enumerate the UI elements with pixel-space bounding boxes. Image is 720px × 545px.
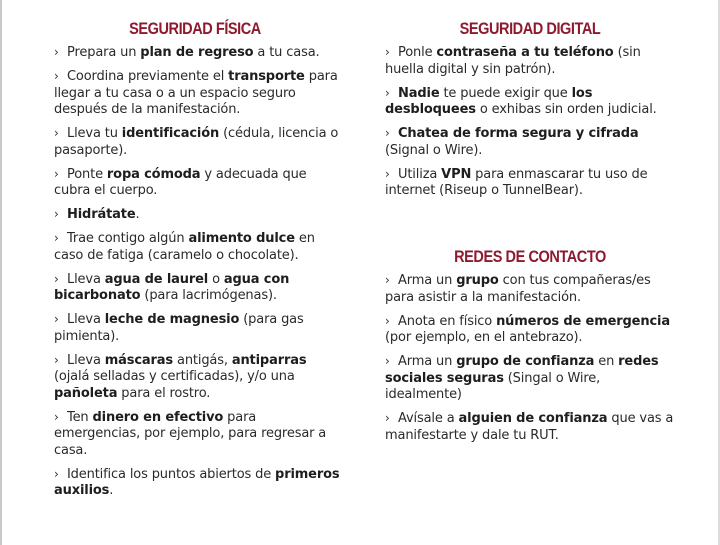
bold-text: ropa cómoda xyxy=(106,166,201,182)
item-text: Arma un xyxy=(398,273,457,288)
bold-text: identificación xyxy=(121,126,220,141)
bullet-icon: › xyxy=(54,231,59,245)
item-text: antigás, xyxy=(173,352,232,368)
list-item xyxy=(54,352,344,403)
left-edge-line xyxy=(0,0,2,545)
item-text: y adecuada que cubra el cuerpo. xyxy=(54,166,307,198)
bold-text: grupo xyxy=(456,273,499,288)
bold-text: VPN xyxy=(441,166,472,182)
item-text: Anota en físico xyxy=(398,313,497,329)
bullet-icon: › xyxy=(54,69,59,83)
item-text: (ojalá selladas y certificadas), y/o una xyxy=(54,369,295,384)
item-text: (para gas pimienta). xyxy=(54,312,304,344)
bold-text: los desbloquees xyxy=(385,85,593,117)
bullet-icon: › xyxy=(385,45,390,59)
bullet-icon: › xyxy=(385,273,390,287)
bullet-icon: › xyxy=(385,354,390,368)
item-text: que vas a manifestarte y dale tu RUT. xyxy=(385,411,674,443)
list-item xyxy=(54,68,344,119)
list-item xyxy=(54,466,344,500)
bold-text: Chatea de forma segura y cifrada xyxy=(398,126,639,141)
list-item xyxy=(54,44,344,62)
item-text: Lleva xyxy=(67,352,105,368)
list-item xyxy=(385,410,675,444)
bullet-icon: › xyxy=(385,313,390,328)
list-item xyxy=(54,166,344,200)
bold-text: primeros auxilios xyxy=(54,466,340,498)
list-item xyxy=(54,206,344,224)
item-text: para enmascarar tu uso de internet (Riseup o TunnelBear). xyxy=(385,166,648,198)
bold-text: alguien de confianza xyxy=(458,411,608,426)
bullet-icon: › xyxy=(385,166,390,181)
list-item xyxy=(54,125,344,159)
item-text: (por ejemplo, en el antebrazo). xyxy=(385,330,583,345)
bold-text: alimento dulce xyxy=(188,231,295,246)
item-text: o exhibas sin orden judicial. xyxy=(475,102,657,117)
item-text: Identifica los puntos abiertos de xyxy=(67,466,276,482)
list-item xyxy=(385,166,675,200)
item-text: (Signal o Wire). xyxy=(385,142,483,158)
list-item xyxy=(385,313,675,347)
item-text: Ponle xyxy=(398,45,437,60)
seguridad-digital-heading: SEGURIDAD DIGITAL xyxy=(459,20,601,38)
item-text: Trae contigo algún xyxy=(67,231,189,246)
bullet-icon: › xyxy=(54,352,59,367)
bold-text: redes sociales seguras xyxy=(385,354,659,386)
bullet-icon: › xyxy=(54,466,59,481)
redes-de-contacto-list xyxy=(385,272,675,444)
bold-text: máscaras xyxy=(104,352,174,368)
bold-text: Hidrátate xyxy=(67,207,136,222)
redes-de-contacto-heading: REDES DE CONTACTO xyxy=(454,248,606,266)
item-text: Lleva xyxy=(67,271,105,287)
item-text: en caso de fatiga (caramelo o chocolate). xyxy=(54,231,315,263)
item-text: para emergencias, por ejemplo, para regresar a casa. xyxy=(54,409,327,458)
item-text: (Singal o Wire, idealmente) xyxy=(385,370,601,402)
bold-text: leche de magnesio xyxy=(104,312,240,327)
list-item xyxy=(54,271,344,305)
right-column xyxy=(385,20,675,451)
item-text: . xyxy=(135,207,140,222)
item-text: (sin huella digital y sin patrón). xyxy=(385,45,641,77)
bold-text: transporte xyxy=(228,69,305,84)
item-text: (cédula, licencia o pasaporte). xyxy=(54,126,339,158)
list-item xyxy=(385,125,675,159)
bold-text: grupo de confianza xyxy=(456,354,595,369)
list-item xyxy=(54,230,344,264)
item-text: Avísale a xyxy=(398,411,459,426)
seguridad-fisica-list xyxy=(54,44,344,500)
item-text: para el rostro. xyxy=(117,385,211,401)
list-item xyxy=(54,409,344,460)
bold-text: agua con bicarbonato xyxy=(54,271,290,303)
seguridad-digital-list xyxy=(385,44,675,200)
seguridad-fisica-column xyxy=(54,20,344,506)
item-text: con tus compañeras/es para asistir a la manifestación. xyxy=(385,273,651,305)
bold-text: números de emergencia xyxy=(496,313,670,329)
item-text: te puede exigir que xyxy=(439,85,572,101)
bullet-icon: › xyxy=(54,271,59,286)
item-text: . xyxy=(109,483,114,498)
item-text: para llegar a tu casa o a un espacio seguro después de la manifestación. xyxy=(54,69,338,117)
item-text: a tu casa. xyxy=(253,45,320,60)
bullet-icon: › xyxy=(54,207,59,221)
item-text: Prepara un xyxy=(67,45,141,60)
item-text: Lleva xyxy=(67,312,105,327)
bullet-icon: › xyxy=(385,411,390,425)
bold-text: Nadie xyxy=(398,85,440,101)
bold-text: pañoleta xyxy=(54,385,118,401)
list-item xyxy=(54,311,344,345)
item-text: (para lacrimógenas). xyxy=(140,288,277,303)
bullet-icon: › xyxy=(54,409,59,424)
item-text: Coordina previamente el xyxy=(67,69,229,84)
bullet-icon: › xyxy=(385,85,390,100)
bullet-icon: › xyxy=(54,45,59,59)
bold-text: agua de laurel xyxy=(104,271,209,287)
bold-text: contraseña a tu teléfono xyxy=(436,45,614,60)
bold-text: plan de regreso xyxy=(140,45,254,60)
item-text: Utiliza xyxy=(398,166,442,182)
item-text: Lleva tu xyxy=(67,126,122,141)
bullet-icon: › xyxy=(54,166,59,181)
item-text: Arma un xyxy=(398,354,457,369)
bold-text: dinero en efectivo xyxy=(92,409,224,425)
list-item xyxy=(385,44,675,78)
item-text: Ten xyxy=(67,409,93,425)
bullet-icon: › xyxy=(54,126,59,140)
list-item xyxy=(385,353,675,404)
bullet-icon: › xyxy=(385,126,390,140)
seguridad-fisica-heading: SEGURIDAD FÍSICA xyxy=(129,20,261,38)
bold-text: antiparras xyxy=(231,352,307,368)
list-item xyxy=(385,85,675,119)
item-text: en xyxy=(594,354,619,369)
item-text: Ponte xyxy=(67,166,107,182)
bullet-icon: › xyxy=(54,312,59,326)
list-item xyxy=(385,272,675,306)
section-spacer xyxy=(385,206,675,248)
item-text: o xyxy=(208,271,224,287)
